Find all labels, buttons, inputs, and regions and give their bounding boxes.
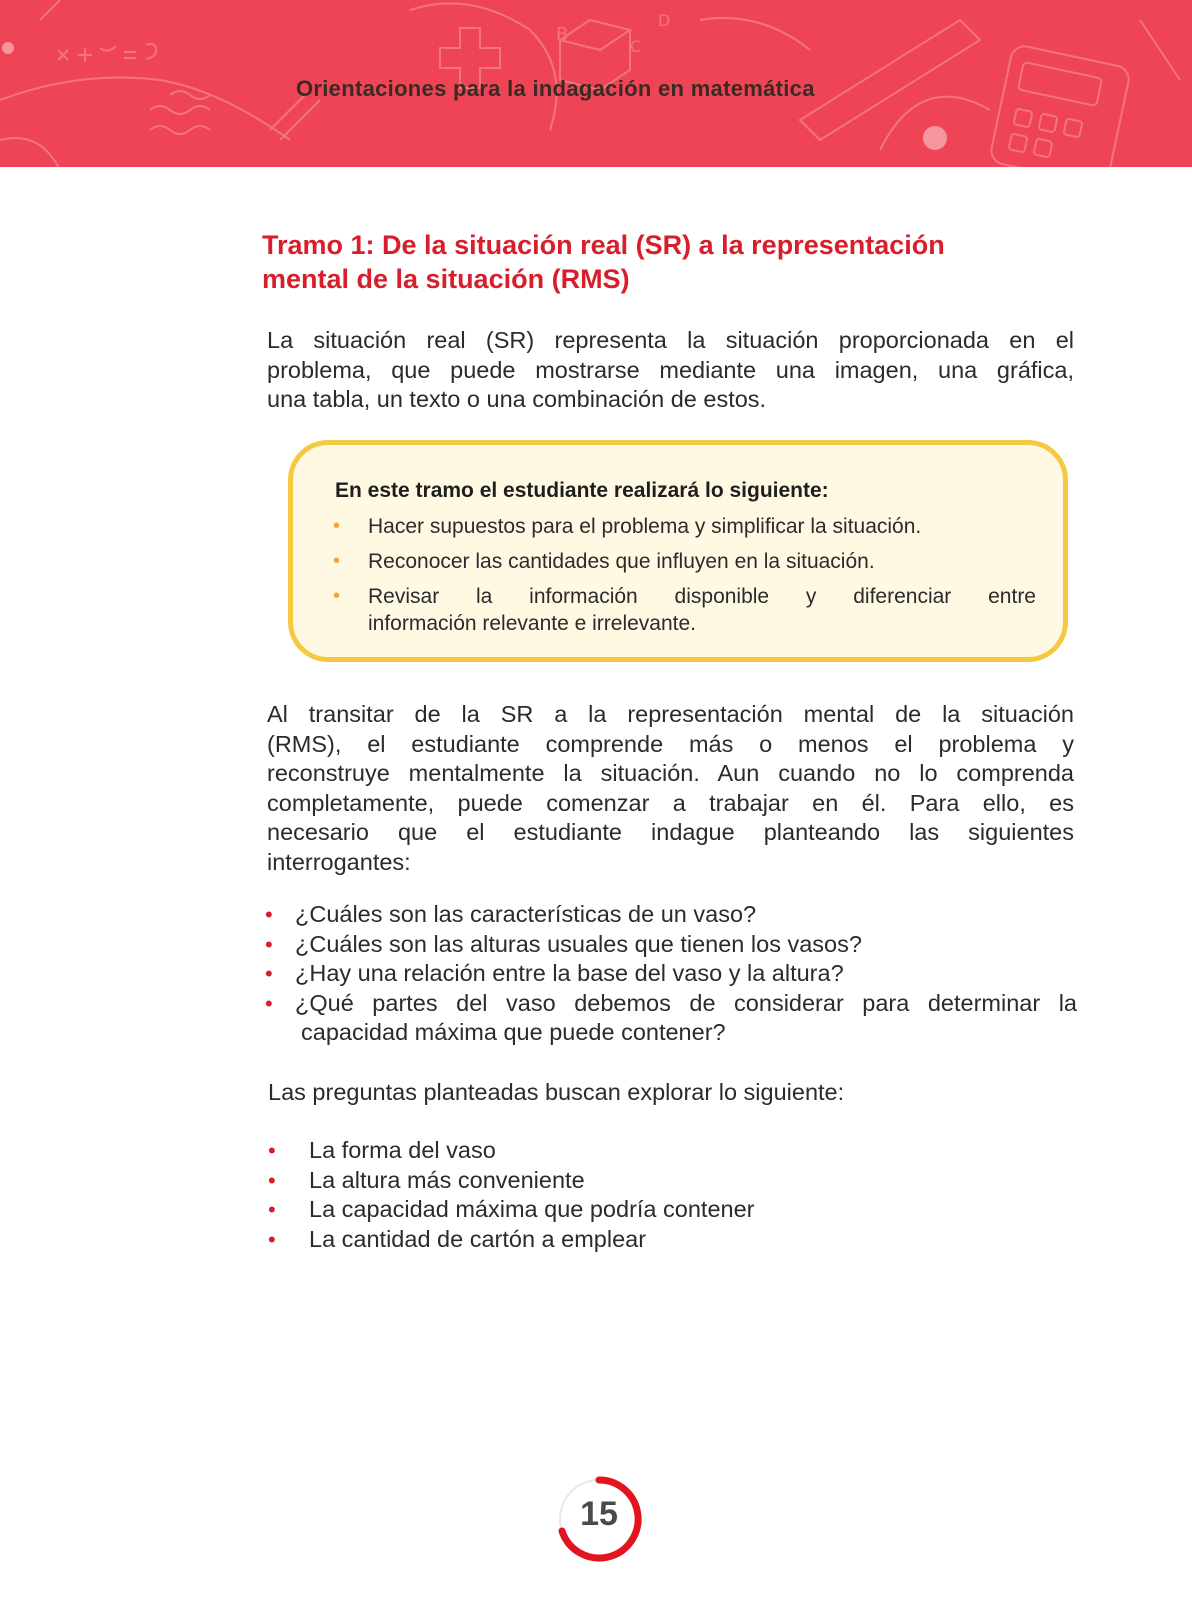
bullet-icon: • — [268, 1197, 276, 1222]
section-heading-line: mental de la situación (RMS) — [262, 264, 630, 294]
bullet-icon: • — [268, 1138, 276, 1163]
bullet-icon: • — [268, 1226, 276, 1252]
question-line: ¿Cuáles son las características de un vaso? — [295, 901, 757, 927]
transit-line: reconstruye mentalmente la situación. Aun cuando no lo comprenda — [267, 760, 1074, 786]
callout-item-line: información relevante e irrelevante. — [368, 612, 697, 635]
callout-list — [331, 513, 1036, 645]
bullet-icon: • — [333, 515, 341, 537]
explore-item — [268, 1195, 754, 1225]
question-line: ¿Hay una relación entre la base del vaso y la altura? — [295, 960, 844, 986]
callout-title: En este tramo el estudiante realizará lo siguiente: — [335, 479, 829, 502]
explore-item-text: La cantidad de cartón a emplear — [309, 1225, 647, 1252]
callout-box — [288, 440, 1068, 662]
svg-text:C: C — [630, 37, 642, 56]
page-number: 15 — [580, 1495, 618, 1533]
explore-list — [268, 1136, 754, 1254]
bullet-icon: • — [265, 902, 273, 927]
callout-item — [331, 548, 1036, 575]
explore-item — [268, 1136, 754, 1166]
transit-line: (RMS), el estudiante comprende más o menos el problema y — [267, 730, 1074, 757]
bullet-icon: • — [265, 931, 273, 957]
intro-line: La situación real (SR) representa la situación proporcionada en el — [267, 327, 1074, 353]
callout-item-line: Reconocer las cantidades que influyen en la situación. — [368, 550, 875, 573]
page-header — [0, 0, 1192, 167]
callout-item — [331, 513, 1036, 540]
question-list — [265, 900, 1077, 1048]
transit-line: completamente, puede comenzar a trabajar en él. Para ello, es — [267, 789, 1074, 816]
question-item — [265, 989, 1077, 1048]
transit-paragraph — [267, 700, 1074, 877]
question-item — [265, 959, 1077, 989]
explore-item — [268, 1166, 754, 1196]
intro-line: problema, que puede mostrarse mediante una imagen, una gráfica, — [267, 356, 1074, 383]
bullet-icon: • — [265, 961, 273, 986]
transit-line: Al transitar de la SR a la representación mental de la situación — [267, 701, 1074, 727]
bullet-icon: • — [265, 990, 273, 1016]
callout-item-line: Revisar la información disponible y diferenciar entre — [368, 585, 1036, 608]
explore-item-text: La altura más conveniente — [309, 1166, 585, 1193]
question-line: ¿Qué partes del vaso debemos de considerar para determinar la — [295, 989, 1077, 1016]
explore-item — [268, 1225, 754, 1255]
header-title: Orientaciones para la indagación en matemática — [296, 76, 815, 101]
bullet-icon: • — [333, 585, 341, 607]
question-line: capacidad máxima que puede contener? — [301, 1019, 726, 1045]
intro-paragraph — [267, 326, 1074, 415]
explore-item-text: La forma del vaso — [309, 1137, 496, 1163]
intro-line: una tabla, un texto o una combinación de estos. — [267, 386, 767, 412]
bullet-icon: • — [333, 550, 341, 572]
section-heading-line: Tramo 1: De la situación real (SR) a la representación — [262, 230, 945, 260]
bullet-icon: • — [268, 1167, 276, 1193]
svg-text:D: D — [658, 11, 671, 30]
question-line: ¿Cuáles son las alturas usuales que tienen los vasos? — [295, 930, 862, 957]
transit-line: interrogantes: — [267, 848, 411, 875]
callout-item-line: Hacer supuestos para el problema y simplificar la situación. — [368, 515, 922, 538]
section-heading — [262, 228, 1062, 296]
callout-item — [331, 583, 1036, 637]
svg-text:B: B — [556, 24, 569, 45]
question-item — [265, 930, 1077, 960]
explore-item-text: La capacidad máxima que podría contener — [309, 1196, 755, 1222]
explore-intro: Las preguntas planteadas buscan explorar lo siguiente: — [268, 1079, 845, 1105]
transit-line: necesario que el estudiante indague planteando las siguientes — [267, 819, 1074, 845]
question-item — [265, 900, 1077, 930]
